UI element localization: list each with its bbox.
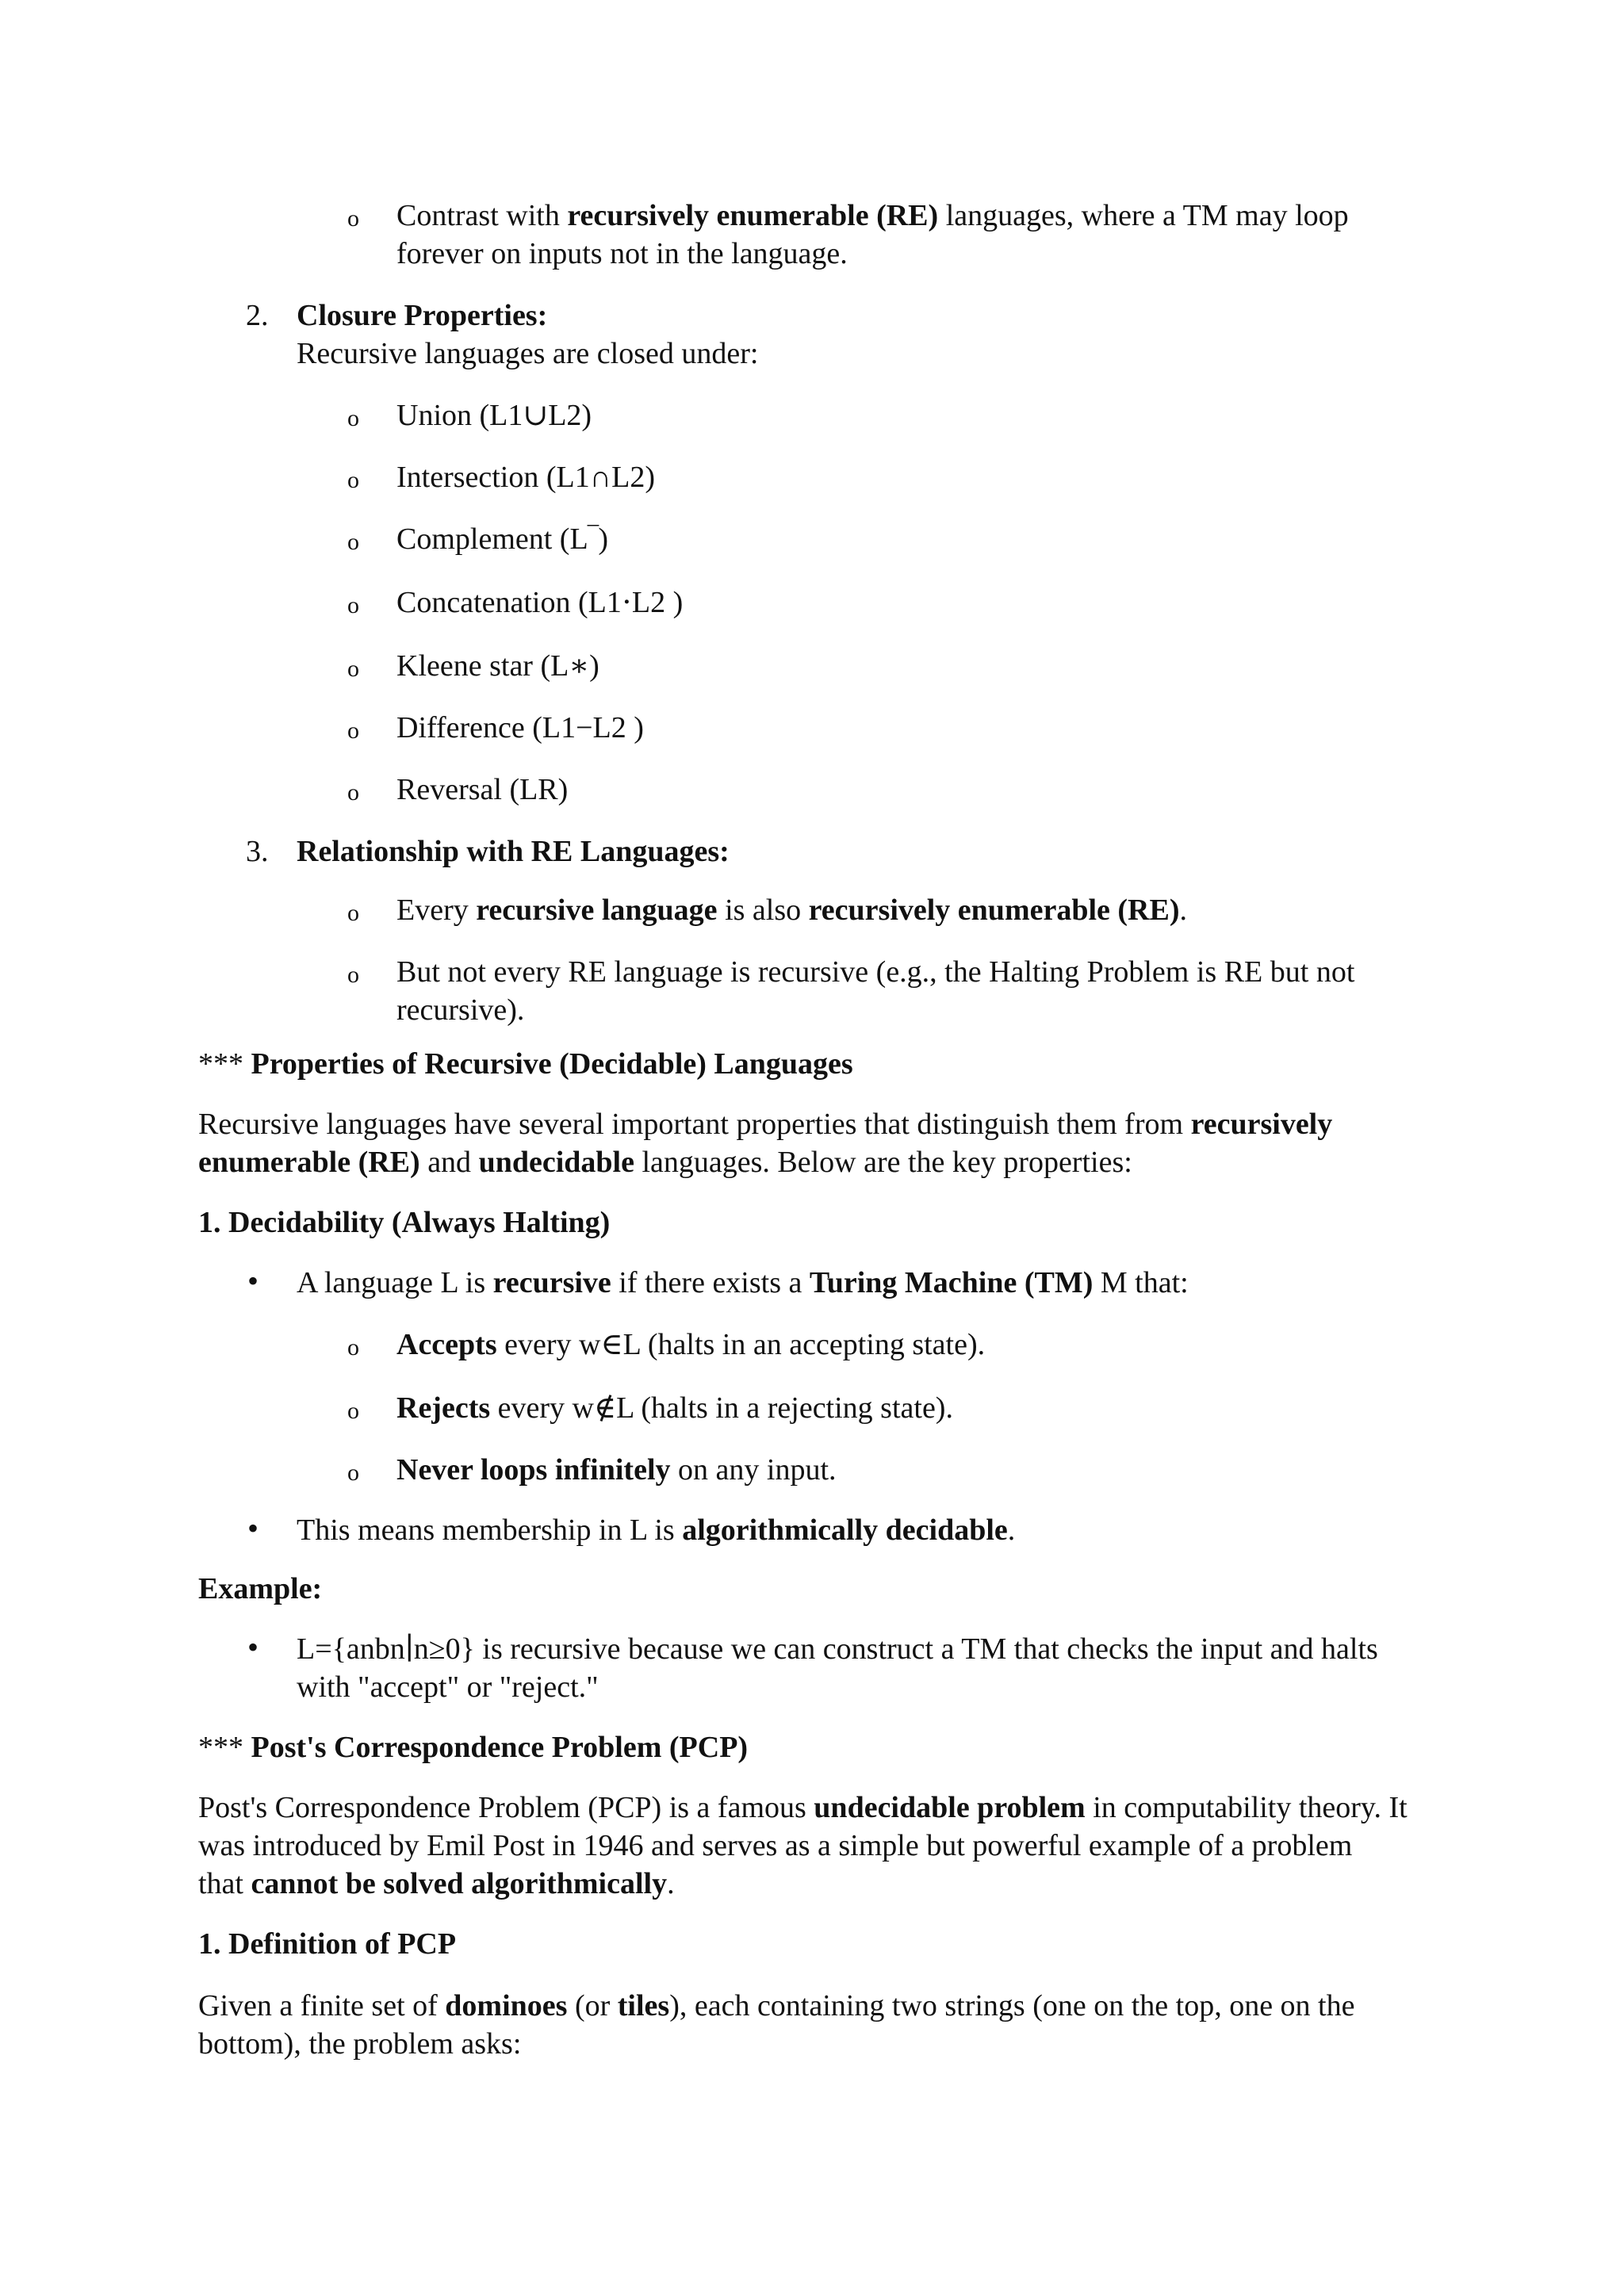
contrast-line-1: Contrast with recursively enumerable (RE) languages, where a TM may loop [396,199,1349,232]
bullet-marker: • [247,1629,259,1665]
closure-kleene-star: Kleene star (L∗) [396,649,599,683]
closure-reversal: Reversal (LR) [396,773,569,806]
pcp-definition-line-1: Given a finite set of dominoes (or tiles), each containing two strings (one on the top, one on the [198,1989,1355,2022]
relationship-sub-1: Every recursive language is also recursively enumerable (RE). [396,894,1187,927]
sub-bullet-marker: o [347,900,359,926]
section-heading-properties: *** Properties of Recursive (Decidable) Languages [198,1047,853,1081]
closure-intersection: Intersection (L1∩L2) [396,461,656,494]
sub-bullet-marker: o [347,529,359,555]
sub-bullet-marker: o [347,962,359,988]
closure-difference: Difference (L1−L2 ) [396,711,644,744]
section-heading-pcp: *** Post's Correspondence Problem (PCP) [198,1731,749,1764]
sub-bullet-marker: o [347,205,359,232]
sub-bullet-marker: o [347,467,359,493]
pcp-paragraph-line-2: was introduced by Emil Post in 1946 and serves as a simple but powerful example of a problem [198,1829,1353,1862]
rejects-item: Rejects every w∉L (halts in a rejecting state). [396,1391,953,1425]
sub-bullet-marker: o [347,1398,359,1424]
list-number-3: 3. [246,835,269,868]
properties-paragraph-line-2: enumerable (RE) and undecidable languages. Below are the key properties: [198,1146,1132,1179]
closure-concatenation: Concatenation (L1⋅L2 ) [396,586,684,619]
sub-bullet-marker: o [347,592,359,618]
pcp-definition-subheading: 1. Definition of PCP [198,1927,457,1961]
properties-paragraph-line-1: Recursive languages have several important properties that distinguish them from recursively [198,1108,1333,1141]
accepts-item: Accepts every w∈L (halts in an accepting state). [396,1328,986,1361]
closure-union: Union (L1∪L2) [396,399,592,432]
sub-bullet-marker: o [347,779,359,806]
relationship-sub-2-line-1: But not every RE language is recursive (e.g., the Halting Problem is RE but not [396,955,1355,989]
sub-bullet-marker: o [347,1334,359,1360]
membership-decidable: This means membership in L is algorithmically decidable. [297,1513,1016,1547]
pcp-paragraph-line-3: that cannot be solved algorithmically. [198,1867,675,1900]
closure-properties-intro: Recursive languages are closed under: [297,337,759,370]
example-line-1: L={anbn∣n≥0} is recursive because we can construct a TM that checks the input and halts [297,1632,1378,1666]
decidability-subheading: 1. Decidability (Always Halting) [198,1206,611,1239]
sub-bullet-marker: o [347,1460,359,1486]
list-number-2: 2. [246,299,269,332]
closure-properties-title: Closure Properties: [297,299,548,332]
relationship-title: Relationship with RE Languages: [297,835,730,868]
relationship-sub-2-line-2: recursive). [396,993,525,1027]
pcp-paragraph-line-1: Post's Correspondence Problem (PCP) is a famous undecidable problem in computability theory. It [198,1791,1408,1824]
pcp-definition-line-2: bottom), the problem asks: [198,2027,522,2061]
example-line-2: with "accept" or "reject." [297,1670,599,1704]
example-label: Example: [198,1572,323,1605]
sub-bullet-marker: o [347,656,359,682]
closure-complement: Complement (L‾) [396,522,608,556]
sub-bullet-marker: o [347,405,359,431]
sub-bullet-marker: o [347,718,359,744]
recursive-definition: A language L is recursive if there exists a Turing Machine (TM) M that: [297,1266,1189,1299]
bullet-marker: • [247,1510,259,1546]
never-loops-item: Never loops infinitely on any input. [396,1453,837,1487]
bullet-marker: • [247,1263,259,1299]
contrast-line-2: forever on inputs not in the language. [396,237,848,270]
